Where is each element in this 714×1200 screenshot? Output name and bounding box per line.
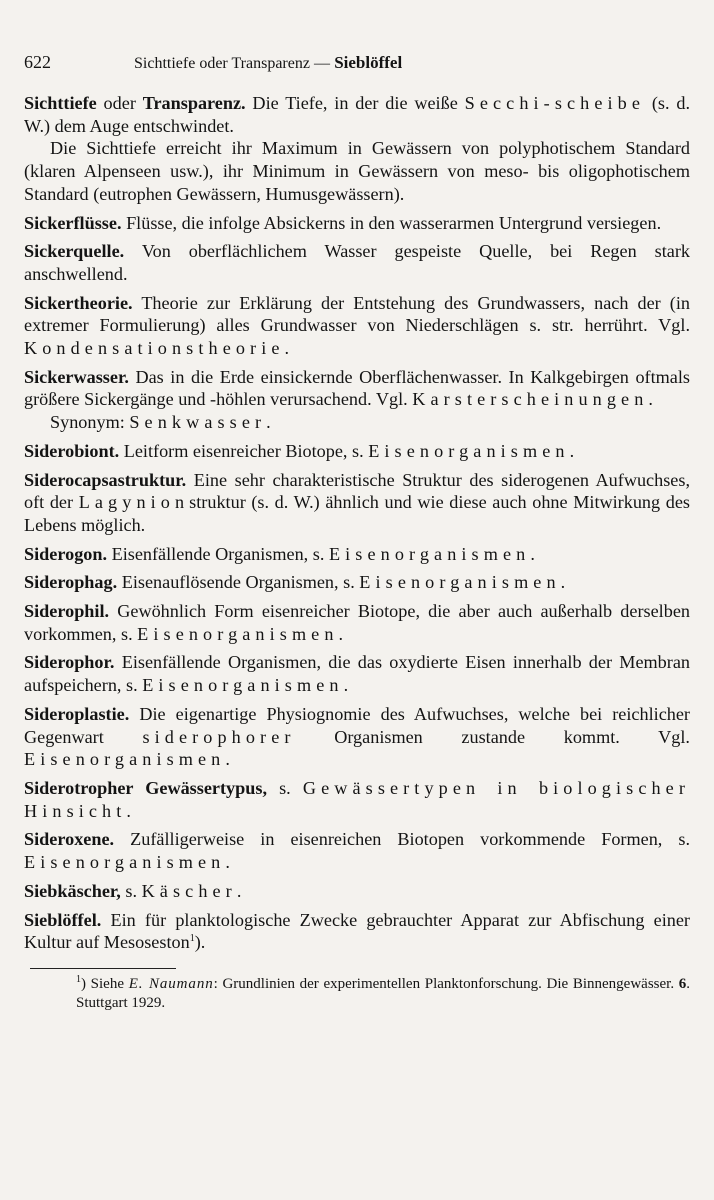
entry-sickertheorie: Sickertheorie. Theorie zur Erklärung der Entstehung des Grundwassers, nach der (in extremer Formulierung) alles Grundwasser von Niederschlägen s. str. herrührt. Vgl. Kondensationstheorie. [24, 292, 690, 359]
entry-siebkaescher: Siebkäscher, s. Käscher. [24, 880, 242, 901]
entry-siderobiont: Siderobiont. Leitform eisenreicher Biotope, s. Eisenorganismen. [24, 440, 575, 461]
entry-siderophil: Siderophil. Gewöhnlich Form eisenreicher Biotope, die aber auch außerhalb derselben vorkommen, s. Eisenorganismen. [24, 601, 690, 644]
entry-sickerfluesse: Sickerflüsse. Flüsse, die infolge Absickerns in den wasserarmen Untergrund versiegen. [24, 212, 662, 233]
running-head: Sichttiefe oder Transparenz — Sieblöffel [134, 53, 403, 72]
entry-sideroplastie: Sideroplastie. Die eigenartige Physiognomie des Aufwuchses, welche bei reichlicher Gegenwart siderophorer Organismen zustande kommt. Vgl. Eisenorganismen. [24, 703, 690, 770]
footnote-ref: 1 [189, 933, 195, 945]
footnote: $^1$) Siehe E. Naumann: Grundlinien der experimentellen Planktonforschung. Die Binnengewässer. 6. Stuttgart 1929. [76, 973, 691, 1011]
footnote-author: E. Naumann [128, 975, 214, 992]
page-header [24, 52, 690, 92]
entry-sideroxene: Sideroxene. Zufälligerweise in eisenreichen Biotopen vorkommende Formen, s. Eisenorganismen. [24, 829, 690, 873]
entry-siebloeffel: Sieblöffel. Ein für planktologische Zwecke gebrauchter Apparat zur Abfischung einer Kultur auf Mesoseston$^1$). [24, 909, 690, 953]
entry-siderogon: Siderogon. Eisenfällende Organismen, s. Eisenorganismen. [24, 543, 535, 564]
entry-siderotropher-gewaessertypus: Siderotropher Gewässertypus, s. Gewässertypen in biologischer Hinsicht. [24, 777, 690, 821]
page-body [24, 92, 690, 954]
entry-sickerwasser: Sickerwasser. Das in die Erde einsickernde Oberflächenwasser. In Kalkgebirgen oftmals größere Sickergänge und -höhlen verursachend. Vgl. Karsterscheinungen. Synonym: Senkwasser. [24, 366, 690, 433]
footnote-divider [30, 968, 176, 969]
entry-siderophor: Siderophor. Eisenfällende Organismen, die das oxydierte Eisen innerhalb der Membran aufspeichern, s. Eisenorganismen. [24, 652, 690, 696]
entry-sickerquelle: Sickerquelle. Von oberflächlichem Wasser gespeiste Quelle, bei Regen stark anschwellend. [24, 241, 690, 284]
entry-sichttiefe: Sichttiefe oder Transparenz. Die Tiefe, in der die weiße Secchi-scheibe (s. d. W.) dem Auge entschwindet. Die Sichttiefe erreicht ihr Maximum in Gewässern von polyphotischem Standard (klaren Alpenseen usw.), ihr Minimum in Gewässern von meso- bis oligophotischem Standard (eutrophen Gewässern, Humusgewässern). [24, 93, 691, 204]
entry-paragraph: Die Sichttiefe erreicht ihr Maximum in Gewässern von polyphotischem Standard (klaren Alpenseen usw.), ihr Minimum in Gewässern von meso- bis oligophotischem Standard (eutrophen Gewässern, Humusgewässern). [24, 138, 690, 204]
entry-siderocapsastruktur: Siderocapsastruktur. Eine sehr charakteristische Struktur des siderogenen Aufwuchses, oft der Lagynionstruktur (s. d. W.) ähnlich und wie diese auch ohne Mitwirkung des Lebens möglich. [24, 469, 690, 535]
book-page [24, 52, 690, 1013]
page-number: 622 [24, 52, 51, 72]
entry-siderophag: Siderophag. Eisenauflösende Organismen, s. Eisenorganismen. [24, 572, 566, 593]
synonym-line: Synonym: Senkwasser. [50, 412, 271, 433]
